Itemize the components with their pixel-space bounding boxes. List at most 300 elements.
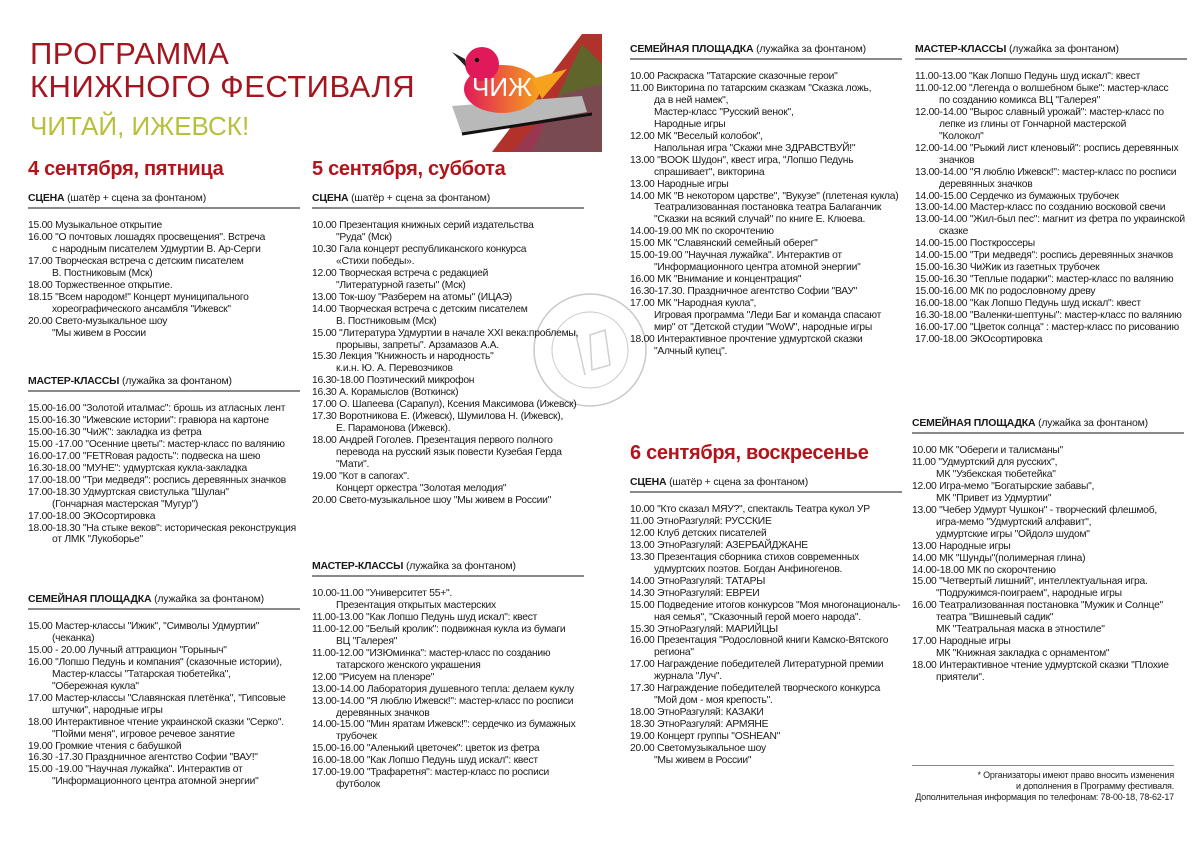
schedule-item-line	[915, 143, 1187, 155]
schedule-item-continuation	[912, 469, 1184, 481]
schedule-item-text: 15.00 "Литература Удмуртии в начале XXI века:проблемы,	[312, 327, 579, 339]
schedule-item-text: 17.30 Награждение победителей творческого конкурса	[630, 683, 881, 695]
schedule-item-line	[312, 684, 584, 696]
schedule-item-line	[912, 576, 1184, 588]
schedule-item-text: значков	[939, 154, 975, 166]
schedule-item-text: к.и.н. Ю. А. Перевозчиков	[336, 363, 453, 375]
schedule-item	[915, 274, 1187, 286]
schedule-item-text: "Обережная кукла"	[52, 680, 139, 692]
schedule-item-text: 16.00 Презентация "Родословной книги Камско-Вятского	[630, 635, 889, 647]
schedule-item	[915, 322, 1187, 334]
schedule-item-continuation	[912, 648, 1184, 660]
schedule-item-line	[312, 743, 584, 755]
schedule-item-line	[28, 717, 300, 729]
schedule-item-text: Е. Парамонова (Ижевск).	[336, 423, 451, 435]
schedule-item	[312, 612, 584, 624]
schedule-item	[915, 71, 1187, 83]
section-d6-scene	[630, 476, 902, 767]
schedule-item-text: 14.00 МК "В некотором царстве", "Вукузе" (плетеная кукла)	[630, 190, 899, 202]
schedule-item-text: 17.30 Воротникова Е. (Ижевск), Шумилова Н. (Ижевск),	[312, 411, 564, 423]
schedule-item-line	[312, 387, 584, 399]
schedule-item-line	[912, 636, 1184, 648]
schedule-item	[630, 743, 902, 767]
schedule-item	[28, 657, 300, 693]
day-heading-sep-4: 4 сентября, пятница	[28, 158, 224, 180]
schedule-item	[915, 238, 1187, 250]
schedule-list	[28, 403, 300, 546]
schedule-item-text: 17.00-18.00 ЭКОсортировка	[915, 333, 1043, 345]
schedule-item	[312, 755, 584, 767]
festival-logo	[432, 34, 602, 152]
schedule-item	[28, 693, 300, 717]
section-name: МАСТЕР-КЛАССЫ	[28, 375, 120, 387]
schedule-item-line	[630, 131, 902, 143]
section-name: СЕМЕЙНАЯ ПЛОЩАДКА	[630, 43, 754, 55]
schedule-item-continuation	[912, 529, 1184, 541]
footnote	[912, 770, 1174, 803]
schedule-item-continuation	[915, 179, 1187, 191]
schedule-item-line	[912, 600, 1184, 612]
schedule-item	[28, 220, 300, 232]
schedule-item-line	[630, 731, 902, 743]
schedule-item-text: 14.00 Творческая встреча с детским писателем	[312, 303, 528, 315]
schedule-item-text: "Мы живем в России"	[654, 755, 752, 767]
schedule-item	[312, 684, 584, 696]
schedule-item-text: 15.00-16.00 "Золотой италмас": брошь из атласных лент	[28, 403, 286, 414]
schedule-item-continuation	[912, 493, 1184, 505]
schedule-item-continuation	[312, 447, 584, 459]
schedule-item-text: 18.00-18.30 "На стыке веков": историческая реконструкция	[28, 522, 296, 534]
schedule-item-text: 15.30 ЭтноРазгуляй: МАРИЙЦЫ	[630, 623, 778, 635]
schedule-item-text: с народным писателем Удмуртии В. Ар-Серги	[52, 243, 261, 255]
schedule-item-line	[28, 415, 300, 427]
schedule-item-line	[630, 71, 902, 83]
schedule-item	[28, 427, 300, 439]
schedule-item-line	[630, 528, 902, 540]
schedule-item-line	[28, 220, 300, 232]
schedule-item-text: прорывы, запреты". Арзамазов А.А.	[336, 339, 499, 351]
section-d5-scene	[312, 192, 584, 507]
schedule-item-text: 13.00 "Чебер Удмурт Чушкон" - творческий флешмоб,	[912, 504, 1157, 516]
schedule-item-line	[312, 351, 584, 363]
schedule-item	[630, 238, 902, 250]
schedule-item-line	[28, 463, 300, 475]
schedule-item-text: 12.00-14.00 "Вырос славный урожай": мастер-класс по	[915, 106, 1164, 118]
schedule-item	[312, 648, 584, 672]
schedule-item-line	[630, 191, 902, 203]
schedule-item-line	[630, 635, 902, 647]
schedule-item-continuation	[312, 363, 584, 375]
schedule-item-line	[312, 495, 584, 507]
section-place: (лужайка за фонтаном)	[405, 560, 516, 572]
schedule-item-line	[312, 648, 584, 660]
schedule-item-continuation	[912, 517, 1184, 529]
schedule-item-text: 17.00 Творческая встреча с детским писателем	[28, 255, 244, 267]
schedule-item	[630, 635, 902, 659]
schedule-item-line	[630, 540, 902, 552]
schedule-item-text: Мастер-класс "Русский венок",	[654, 106, 794, 118]
schedule-item-continuation	[915, 131, 1187, 143]
schedule-item-line	[312, 304, 584, 316]
schedule-item-continuation	[912, 672, 1184, 684]
schedule-list	[912, 445, 1184, 684]
schedule-item-line	[915, 274, 1187, 286]
schedule-list	[915, 71, 1187, 346]
schedule-item-line	[312, 375, 584, 387]
schedule-item-text: 13.00 Ток-шоу "Разберем на атомы" (ИЦАЭ)	[312, 291, 512, 303]
schedule-item-text: деревянных значков	[939, 178, 1033, 190]
schedule-item	[630, 576, 902, 588]
schedule-item	[630, 600, 902, 624]
schedule-item	[912, 576, 1184, 600]
schedule-item	[915, 202, 1187, 214]
schedule-item-line	[912, 457, 1184, 469]
schedule-item	[28, 717, 300, 741]
section-place: (лужайка за фонтаном)	[1038, 417, 1148, 429]
schedule-item-text: 18.15 "Всем народом!" Концерт муниципального	[28, 291, 249, 303]
schedule-item-continuation	[28, 776, 300, 788]
schedule-item-continuation	[630, 107, 902, 119]
schedule-item-continuation	[630, 647, 902, 659]
schedule-item-text: 15.00 -19.00 "Научная лужайка". Интерактив от	[28, 764, 243, 776]
schedule-item-line	[312, 719, 584, 731]
schedule-item	[915, 250, 1187, 262]
schedule-item	[915, 298, 1187, 310]
schedule-item-text: 19.00 Концерт группы "OSHEAN"	[630, 731, 781, 743]
schedule-item	[28, 475, 300, 487]
schedule-item-text: (Гончарная мастерская "Мугур")	[52, 498, 199, 510]
schedule-item	[915, 214, 1187, 238]
schedule-item-line	[312, 399, 584, 411]
schedule-item-line	[915, 250, 1187, 262]
schedule-item-line	[912, 660, 1184, 672]
schedule-item-continuation	[630, 671, 902, 683]
schedule-item-line	[915, 310, 1187, 322]
schedule-item-text: 13.00-14.00 "Я люблю Ижевск!": мастер-класс по росписи	[312, 695, 574, 707]
schedule-item-line	[630, 250, 902, 262]
section-heading	[28, 192, 300, 209]
schedule-item-line	[915, 83, 1187, 95]
schedule-item-text: 18.00 ЭтноРазгуляй: КАЗАКИ	[630, 707, 764, 719]
schedule-item	[630, 528, 902, 540]
schedule-item-continuation	[915, 119, 1187, 131]
title-line-2: КНИЖНОГО ФЕСТИВАЛЯ	[30, 69, 416, 104]
bird-on-book-icon	[432, 34, 602, 152]
schedule-item-line	[915, 298, 1187, 310]
schedule-item-text: 16.00 Театрализованная постановка "Мужик и Солнце"	[912, 600, 1163, 612]
schedule-item	[915, 167, 1187, 191]
schedule-item-line	[28, 451, 300, 463]
schedule-item-continuation	[630, 95, 902, 107]
schedule-item-continuation	[28, 633, 300, 645]
schedule-item-text: региона"	[654, 647, 694, 659]
schedule-item-text: 16.30-18.00 "МУНЕ": удмуртская кукла-закладка	[28, 462, 248, 474]
schedule-item-continuation	[630, 119, 902, 131]
schedule-list	[28, 621, 300, 788]
schedule-item-line	[28, 256, 300, 268]
subtitle: ЧИТАЙ, ИЖЕВСК!	[30, 111, 250, 141]
schedule-item-text: 11.00 "Удмуртский для русских",	[912, 456, 1058, 468]
schedule-item	[630, 179, 902, 191]
schedule-item	[312, 292, 584, 304]
schedule-item-text: Презентация открытых мастерских	[336, 599, 496, 611]
schedule-item-text: МК "Театральная маска в этностиле"	[936, 624, 1105, 636]
schedule-item-continuation	[312, 636, 584, 648]
schedule-item	[312, 624, 584, 648]
schedule-item-text: 19.00 Громкие чтения с бабушкой	[28, 740, 182, 752]
schedule-item-text: 17.00-18.30 Удмуртская свистулька "Шулан"	[28, 486, 229, 498]
schedule-item-text: (чеканка)	[52, 632, 95, 644]
schedule-item-text: "Сказки на всякий случай" по книге Е. Клюева.	[654, 214, 866, 226]
schedule-item-text: МК "Книжная закладка с орнаментом"	[936, 648, 1110, 660]
schedule-item	[28, 511, 300, 523]
schedule-item-line	[915, 214, 1187, 226]
schedule-item	[28, 232, 300, 256]
schedule-item-text: 12.00 Игра-мемо "Богатырские забавы",	[912, 480, 1095, 492]
schedule-item-line	[630, 286, 902, 298]
schedule-item-text: 10.00 Раскраска "Татарские сказочные герои"	[630, 71, 838, 82]
schedule-item-line	[630, 624, 902, 636]
schedule-item-line	[312, 244, 584, 256]
schedule-item-continuation	[28, 705, 300, 717]
schedule-item-line	[630, 719, 902, 731]
schedule-item-text: 14.00-19.00 МК по скорочтению	[630, 226, 774, 238]
schedule-item-line	[28, 741, 300, 753]
schedule-item	[912, 457, 1184, 481]
schedule-item	[28, 316, 300, 340]
schedule-item-line	[28, 427, 300, 439]
schedule-item-text: 14.00-15.00 Посткроссеры	[915, 238, 1035, 250]
title-line-1: ПРОГРАММА	[30, 36, 230, 71]
schedule-item-text: 15.00-16.30 ЧиЖик из газетных трубочек	[915, 262, 1100, 274]
schedule-item-text: 17.00 О. Шапеева (Сарапул), Ксения Максимова (Ижевск)	[312, 399, 577, 411]
schedule-item-text: 18.00 Интерактивное чтение украинской сказки "Серко".	[28, 716, 284, 728]
schedule-item-line	[630, 516, 902, 528]
schedule-item	[630, 683, 902, 707]
schedule-item-text: 18.30 ЭтноРазгуляй: АРМЯНЕ	[630, 719, 769, 731]
schedule-item-line	[312, 696, 584, 708]
schedule-item-text: 16.30 А. Корамыслов (Воткинск)	[312, 387, 459, 399]
schedule-item-continuation	[28, 669, 300, 681]
section-place: (лужайка за фонтаном)	[756, 43, 866, 55]
schedule-item-text: 16.00-17.00 "Цветок солнца" : мастер-класс по рисованию	[915, 322, 1179, 334]
schedule-item-continuation	[28, 534, 300, 546]
schedule-item-continuation	[312, 256, 584, 268]
schedule-item-line	[28, 292, 300, 304]
schedule-item-continuation	[630, 612, 902, 624]
section-d4-master	[28, 375, 300, 546]
schedule-item-line	[630, 298, 902, 310]
schedule-item-continuation	[312, 600, 584, 612]
schedule-item-text: 13.30 Презентация сборника стихов современных	[630, 551, 860, 563]
schedule-item-text: МК "Узбекская тюбетейка"	[936, 468, 1056, 480]
schedule-item-line	[630, 576, 902, 588]
section-d5-master	[312, 560, 584, 791]
schedule-item-line	[312, 435, 584, 447]
schedule-item	[630, 504, 902, 516]
schedule-item	[915, 83, 1187, 107]
schedule-item-text: 15.00-16.30 "Теплые подарки": мастер-класс по валянию	[915, 274, 1174, 286]
schedule-item-text: 15.00 Музыкальное открытие	[28, 220, 162, 231]
schedule-item	[630, 71, 902, 83]
schedule-item	[915, 334, 1187, 346]
schedule-item-text: ВЦ "Галерея"	[336, 635, 398, 647]
schedule-item	[312, 328, 584, 352]
section-name: МАСТЕР-КЛАССЫ	[915, 43, 1007, 55]
schedule-item-text: «Стихи победы».	[336, 255, 415, 267]
schedule-item-text: да в ней намек",	[654, 94, 729, 106]
schedule-item-line	[312, 767, 584, 779]
logo-text: ЧИЖ	[472, 72, 533, 102]
schedule-item	[312, 220, 584, 244]
schedule-item	[912, 600, 1184, 636]
schedule-item-line	[28, 475, 300, 487]
schedule-item-text: 16.30-18.00 Поэтический микрофон	[312, 375, 475, 387]
schedule-item-continuation	[630, 322, 902, 334]
schedule-item	[630, 719, 902, 731]
schedule-list	[28, 220, 300, 340]
schedule-item-text: 13.00-14.00 "Жил-был пес": магнит из фетра по украинской	[915, 214, 1185, 226]
schedule-item	[312, 672, 584, 684]
schedule-item-line	[28, 752, 300, 764]
schedule-item-continuation	[28, 499, 300, 511]
schedule-item	[912, 636, 1184, 660]
schedule-item-text: 12.00 Творческая встреча с редакцией	[312, 267, 489, 279]
schedule-item-text: игра-мемо "Удмуртский алфавит",	[936, 516, 1092, 528]
schedule-item	[630, 131, 902, 155]
section-heading	[630, 476, 902, 493]
schedule-item-text: 15.00 "Четвертый лишний", интеллектуальная игра.	[912, 576, 1148, 588]
schedule-item-continuation	[630, 310, 902, 322]
schedule-item	[312, 304, 584, 328]
schedule-item	[312, 743, 584, 755]
schedule-item-text: 20.00 Светомузыкальное шоу	[630, 743, 766, 755]
schedule-item-line	[912, 505, 1184, 517]
schedule-item-text: "Литературной газеты" (Мск)	[336, 279, 466, 291]
schedule-item-text: перевода на русский язык повести Кузебая Герда	[336, 447, 562, 459]
section-d4-family	[28, 593, 300, 788]
schedule-item	[630, 731, 902, 743]
schedule-item	[28, 752, 300, 764]
schedule-item	[630, 540, 902, 552]
schedule-item	[630, 298, 902, 334]
schedule-item-text: 17.00-19.00 "Трафаретня": мастер-класс по росписи	[312, 767, 550, 779]
schedule-item-continuation	[312, 708, 584, 720]
section-place: (шатёр + сцена за фонтаном)	[67, 192, 206, 204]
schedule-item-text: "Мати".	[336, 459, 370, 471]
schedule-item-text: 15.00 - 20.00 Лучный аттракцион "Горыныч"	[28, 644, 227, 656]
schedule-item-text: от ЛМК "Лукоборье"	[52, 534, 143, 546]
schedule-item-continuation	[912, 612, 1184, 624]
schedule-item-line	[312, 612, 584, 624]
schedule-item-text: 14.00-15.00 Сердечко из бумажных трубочек	[915, 190, 1119, 202]
schedule-item	[630, 286, 902, 298]
schedule-item-text: 11.00-13.00 "Как Лопшо Педунь шуд искал": квест	[312, 611, 538, 623]
schedule-item-text: 14.00-18.00 МК по скорочтению	[912, 564, 1056, 576]
schedule-item	[915, 143, 1187, 167]
schedule-item-continuation	[312, 779, 584, 791]
schedule-item-text: 13.00-14.00 Мастер-класс по созданию восковой свечи	[915, 202, 1166, 214]
section-heading	[28, 593, 300, 610]
schedule-item	[630, 552, 902, 576]
section-place: (лужайка за фонтаном)	[121, 375, 232, 387]
schedule-item	[312, 351, 584, 375]
schedule-item-text: 16.00-18.00 "Как Лопшо Педунь шуд искал": квест	[915, 298, 1141, 310]
schedule-item-continuation	[915, 95, 1187, 107]
schedule-item-continuation	[630, 346, 902, 358]
schedule-item-continuation	[312, 280, 584, 292]
schedule-item-text: "Информационного центра атомной энергии"	[654, 262, 861, 274]
schedule-item-line	[28, 621, 300, 633]
schedule-item-line	[915, 202, 1187, 214]
schedule-item	[28, 621, 300, 645]
schedule-item-text: 13.00 Народные игры	[912, 540, 1011, 552]
section-d6-master	[915, 43, 1187, 346]
schedule-item	[312, 588, 584, 612]
schedule-item-line	[630, 588, 902, 600]
schedule-item-text: 15.00 -17.00 "Осенние цветы": мастер-класс по валянию	[28, 438, 285, 450]
schedule-item-text: В. Постниковым (Мск)	[336, 315, 437, 327]
schedule-item-continuation	[312, 731, 584, 743]
schedule-item	[28, 741, 300, 753]
schedule-item-text: 15.00 Подведение итогов конкурсов "Моя многонациональ-	[630, 599, 901, 611]
schedule-item	[630, 659, 902, 683]
schedule-list	[312, 588, 584, 791]
schedule-item	[912, 481, 1184, 505]
schedule-item-continuation	[912, 624, 1184, 636]
schedule-item-line	[915, 107, 1187, 119]
schedule-item-text: 13.00-14.00 Лаборатория душевного тепла: делаем куклу	[312, 683, 574, 695]
schedule-item	[28, 280, 300, 292]
schedule-item-continuation	[630, 214, 902, 226]
schedule-item-line	[312, 268, 584, 280]
schedule-item-text: 18.00 Андрей Гоголев. Презентация первого полного	[312, 435, 553, 447]
schedule-item-text: 14.00-15.00 "Мин яратам Ижевск!": сердечко из бумажных	[312, 719, 576, 731]
schedule-item-text: 15.00-16.00 "Аленький цветочек": цветок из фетра	[312, 743, 540, 755]
schedule-item-text: 11.00-13.00 "Как Лопшо Педунь шуд искал": квест	[915, 71, 1141, 82]
schedule-item-text: приятели".	[936, 672, 985, 684]
schedule-item-text: "Мой дом - моя крепость".	[654, 695, 773, 707]
schedule-item	[915, 107, 1187, 143]
schedule-item-line	[915, 262, 1187, 274]
schedule-item-text: 12.00 Клуб детских писателей	[630, 527, 767, 539]
schedule-item-text: 14.30 ЭтноРазгуляй: ЕВРЕИ	[630, 587, 760, 599]
section-name: СЦЕНА	[28, 192, 65, 204]
schedule-item-continuation	[312, 423, 584, 435]
schedule-list	[630, 71, 902, 358]
schedule-item-text: "Мы живем в России	[52, 327, 146, 339]
section-heading	[630, 43, 902, 60]
schedule-item-text: "Пойми меня", игровое речевое занятие	[52, 728, 235, 740]
section-d5-family	[630, 43, 902, 358]
schedule-item-line	[915, 334, 1187, 346]
schedule-item-text: 18.00 Интерактивное прочтение удмуртской сказки	[630, 333, 863, 345]
schedule-item-line	[630, 552, 902, 564]
schedule-item	[312, 387, 584, 399]
schedule-item	[912, 505, 1184, 541]
schedule-item-line	[630, 600, 902, 612]
schedule-item-line	[312, 588, 584, 600]
schedule-item-continuation	[915, 226, 1187, 238]
footnote-divider	[912, 765, 1174, 766]
schedule-item	[312, 696, 584, 720]
schedule-item	[915, 286, 1187, 298]
schedule-item-continuation	[312, 316, 584, 328]
schedule-item-continuation	[28, 268, 300, 280]
schedule-item-text: Народные игры	[654, 118, 726, 130]
schedule-item-line	[312, 672, 584, 684]
schedule-item-text: 10.00 "Кто сказал МЯУ?", спектакль Театра кукол УР	[630, 504, 870, 515]
